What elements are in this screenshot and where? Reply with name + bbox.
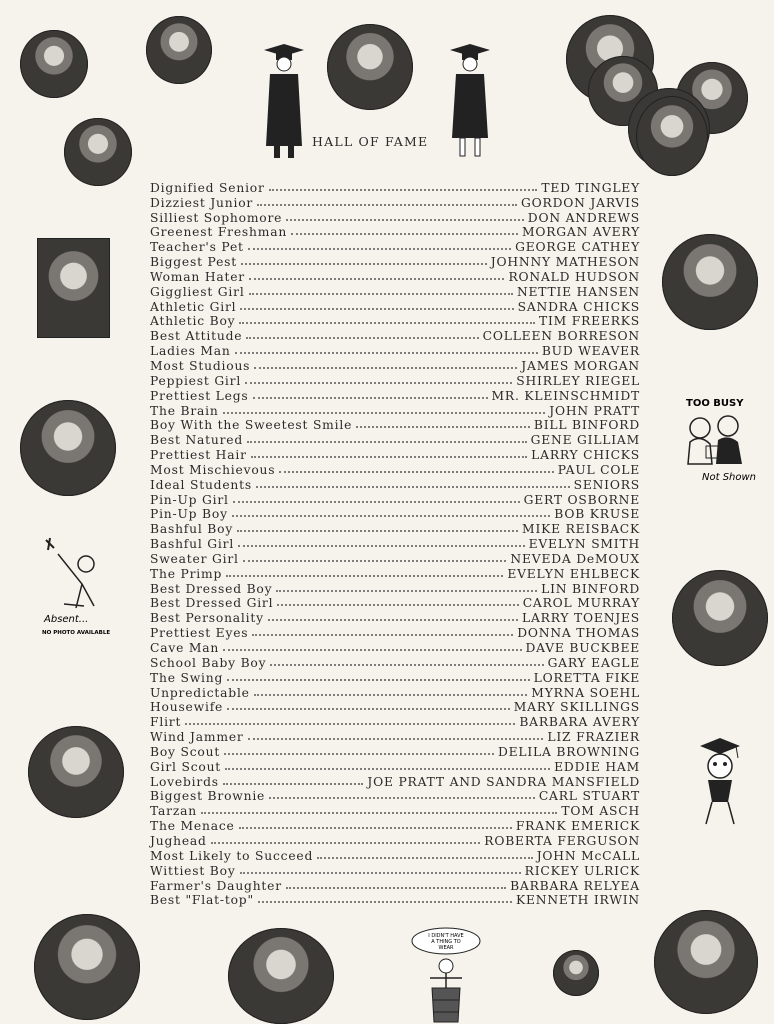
- leader-dots: [226, 575, 503, 577]
- award-row: [150, 803, 640, 818]
- award-winner: DONNA THOMAS: [517, 626, 640, 641]
- award-winner: RONALD HUDSON: [508, 269, 640, 284]
- award-row: [150, 492, 640, 507]
- award-winner: LARRY TOENJES: [522, 611, 640, 626]
- award-winner: KENNETH IRWIN: [516, 893, 640, 908]
- award-title: The Menace: [150, 819, 235, 834]
- award-title: Dignified Senior: [150, 180, 265, 195]
- award-winner: EDDIE HAM: [554, 759, 640, 774]
- leader-dots: [227, 708, 510, 710]
- award-winner: GARY EAGLE: [547, 655, 640, 670]
- leader-dots: [248, 248, 511, 250]
- leader-dots: [245, 382, 512, 384]
- photo-top-left-3: [64, 118, 132, 186]
- award-winner: MR. KLEINSCHMIDT: [491, 388, 640, 403]
- award-title: Prettiest Eyes: [150, 626, 249, 641]
- award-title: Teacher's Pet: [150, 240, 244, 255]
- award-title: Best "Flat-top": [150, 893, 254, 908]
- leader-dots: [258, 901, 512, 903]
- award-row: [150, 447, 640, 462]
- leader-dots: [239, 322, 535, 324]
- award-row: [150, 328, 640, 343]
- leader-dots: [211, 842, 481, 844]
- award-row: [150, 774, 640, 789]
- leader-dots: [277, 604, 518, 606]
- award-title: Wittiest Boy: [150, 863, 236, 878]
- award-winner: BARBARA AVERY: [519, 715, 640, 730]
- award-row: [150, 551, 640, 566]
- award-winner: NEVEDA DeMOUX: [510, 551, 640, 566]
- award-winner: GORDON JARVIS: [521, 195, 640, 210]
- award-row: [150, 195, 640, 210]
- leader-dots: [279, 471, 553, 473]
- award-winner: CAROL MURRAY: [522, 596, 640, 611]
- award-title: Peppiest Girl: [150, 373, 242, 388]
- award-row: [150, 343, 640, 358]
- photo-left-rect: [37, 238, 110, 338]
- award-row: [150, 373, 640, 388]
- award-title: Bashful Boy: [150, 522, 234, 537]
- award-winner: MYRNA SOEHL: [531, 685, 640, 700]
- award-winner: LARRY CHICKS: [531, 448, 640, 463]
- award-row: [150, 477, 640, 492]
- award-title: Farmer's Daughter: [150, 878, 282, 893]
- award-winner: SHIRLEY RIEGEL: [516, 373, 640, 388]
- award-title: Greenest Freshman: [150, 225, 288, 240]
- award-title: The Primp: [150, 566, 223, 581]
- award-title: Flirt: [150, 715, 182, 730]
- award-winner: MORGAN AVERY: [521, 225, 640, 240]
- award-row: [150, 254, 640, 269]
- leader-dots: [223, 412, 546, 414]
- award-title: Sweater Girl: [150, 551, 239, 566]
- award-row: [150, 462, 640, 477]
- leader-dots: [240, 872, 521, 874]
- page-title: HALL OF FAME: [312, 134, 429, 149]
- award-title: Most Studious: [150, 358, 251, 373]
- leader-dots: [223, 783, 364, 785]
- leader-dots: [356, 426, 530, 428]
- leader-dots: [252, 634, 513, 636]
- leader-dots: [237, 530, 518, 532]
- award-title: The Brain: [150, 403, 219, 418]
- leader-dots: [238, 545, 525, 547]
- leader-dots: [248, 738, 544, 740]
- award-winner: GERT OSBORNE: [523, 492, 640, 507]
- award-row: [150, 759, 640, 774]
- award-row: [150, 833, 640, 848]
- award-winner: RICKEY ULRICK: [524, 863, 640, 878]
- award-row: [150, 625, 640, 640]
- award-row: [150, 581, 640, 596]
- leader-dots: [286, 887, 506, 889]
- award-winner: DAVE BUCKBEE: [525, 641, 640, 655]
- leader-dots: [246, 337, 478, 339]
- award-winner: BILL BINFORD: [533, 418, 640, 433]
- award-title: Best Personality: [150, 611, 264, 626]
- award-winner: BARBARA RELYEA: [510, 878, 640, 893]
- award-winner: LIZ FRAZIER: [547, 730, 640, 745]
- award-row: [150, 225, 640, 240]
- award-row: [150, 670, 640, 685]
- award-title: Ideal Students: [150, 477, 252, 492]
- award-winner: ROBERTA FERGUSON: [484, 833, 640, 848]
- leader-dots: [224, 753, 494, 755]
- award-row: [150, 714, 640, 729]
- award-title: School Baby Boy: [150, 655, 267, 670]
- award-title: Lovebirds: [150, 774, 219, 789]
- award-winner: DELILA BROWNING: [497, 744, 640, 759]
- award-winner: TED TINGLEY: [541, 180, 640, 195]
- award-row: [150, 239, 640, 254]
- award-title: Pin-Up Boy: [150, 507, 228, 522]
- award-winner: JOHN PRATT: [549, 403, 640, 418]
- too-busy-label: TOO BUSY: [686, 398, 744, 409]
- award-row: [150, 744, 640, 759]
- leader-dots: [253, 397, 488, 399]
- award-winner: TIM FREERKS: [539, 314, 640, 329]
- leader-dots: [225, 768, 550, 770]
- photo-left-2: [20, 400, 116, 496]
- award-row: [150, 299, 640, 314]
- award-row: [150, 610, 640, 625]
- award-title: The Swing: [150, 670, 224, 685]
- leader-dots: [232, 515, 550, 517]
- award-row: [150, 685, 640, 700]
- award-row: [150, 507, 640, 522]
- award-title: Unpredictable: [150, 685, 250, 700]
- award-winner: DON ANDREWS: [527, 210, 640, 225]
- too-busy-cartoon-icon: [676, 394, 756, 484]
- award-winner: LIN BINFORD: [541, 581, 640, 596]
- award-row: [150, 388, 640, 403]
- award-title: Best Dressed Boy: [150, 581, 273, 596]
- award-row: [150, 700, 640, 715]
- award-row: [150, 284, 640, 299]
- award-row: [150, 848, 640, 863]
- award-title: Giggliest Girl: [150, 284, 245, 299]
- award-row: [150, 789, 640, 804]
- award-winner: FRANK EMERICK: [515, 819, 640, 834]
- no-photo-label: NO PHOTO AVAILABLE: [42, 630, 110, 636]
- award-row: [150, 403, 640, 418]
- photo-top-left-2: [146, 16, 212, 84]
- leader-dots: [227, 679, 529, 681]
- leader-dots: [201, 812, 557, 814]
- award-title: Silliest Sophomore: [150, 210, 283, 225]
- photo-right-1: [662, 234, 758, 330]
- award-winner: NETTIE HANSEN: [516, 284, 640, 299]
- leader-dots: [317, 857, 533, 859]
- award-row: [150, 418, 640, 433]
- award-row: [150, 729, 640, 744]
- awards-list: [150, 180, 640, 907]
- award-title: Woman Hater: [150, 269, 245, 284]
- no-wear-line-3: WEAR: [438, 945, 454, 951]
- leader-dots: [239, 827, 512, 829]
- graduate-girl-icon: [440, 42, 500, 162]
- leader-dots: [249, 278, 504, 280]
- leader-dots: [185, 723, 515, 725]
- photo-top-left-1: [20, 30, 88, 98]
- award-winner: MIKE REISBACK: [522, 522, 640, 537]
- leader-dots: [276, 590, 537, 592]
- award-row: [150, 210, 640, 225]
- award-title: Cave Man: [150, 641, 220, 655]
- award-title: Prettiest Legs: [150, 388, 249, 403]
- award-title: Best Attitude: [150, 329, 243, 344]
- award-winner: BUD WEAVER: [541, 344, 640, 359]
- award-title: Boy With the Sweetest Smile: [150, 418, 353, 433]
- award-title: Tarzan: [150, 804, 197, 819]
- award-title: Best Dressed Girl: [150, 596, 274, 611]
- award-row: [150, 818, 640, 833]
- award-winner: JAMES MORGAN: [521, 358, 640, 373]
- photo-bottom-4: [654, 910, 758, 1014]
- award-winner: LORETTA FIKE: [533, 670, 640, 685]
- photo-bottom-3: [553, 950, 599, 996]
- no-wear-cartoon-icon: [408, 926, 484, 1024]
- award-title: Most Likely to Succeed: [150, 848, 314, 863]
- graduate-boy-icon: [252, 42, 312, 162]
- leader-dots: [268, 619, 518, 621]
- leader-dots: [269, 797, 535, 799]
- award-winner: MARY SKILLINGS: [513, 700, 640, 715]
- leader-dots: [233, 501, 520, 503]
- absent-cartoon-icon: [38, 534, 110, 638]
- leader-dots: [286, 219, 524, 221]
- award-title: Prettiest Hair: [150, 448, 247, 463]
- award-row: [150, 432, 640, 447]
- award-winner: JOHNNY MATHESON: [490, 255, 640, 270]
- no-wear-line-1: I DIDN'T HAVE: [428, 933, 464, 939]
- award-title: Dizziest Junior: [150, 195, 254, 210]
- award-row: [150, 566, 640, 581]
- award-row: [150, 269, 640, 284]
- photo-left-3: [28, 726, 124, 818]
- award-row: [150, 180, 640, 195]
- award-winner: COLLEEN BORRESON: [482, 329, 640, 344]
- award-title: Ladies Man: [150, 344, 231, 359]
- leader-dots: [247, 441, 527, 443]
- award-title: Jughead: [150, 833, 207, 848]
- photo-right-2: [672, 570, 768, 666]
- leader-dots: [251, 456, 527, 458]
- leader-dots: [241, 263, 487, 265]
- leader-dots: [256, 486, 570, 488]
- no-wear-line-2: A THING TO: [431, 939, 461, 945]
- leader-dots: [257, 204, 517, 206]
- award-row: [150, 878, 640, 893]
- absent-label: Absent...: [44, 614, 89, 625]
- leader-dots: [269, 189, 538, 191]
- award-winner: GENE GILLIAM: [530, 433, 640, 448]
- award-title: Girl Scout: [150, 759, 222, 774]
- award-row: [150, 521, 640, 536]
- award-winner: JOHN McCALL: [536, 848, 640, 863]
- award-title: Bashful Girl: [150, 537, 235, 552]
- award-winner: EVELYN EHLBECK: [507, 566, 640, 581]
- leader-dots: [291, 233, 518, 235]
- award-winner: JOE PRATT AND SANDRA MANSFIELD: [367, 774, 640, 789]
- award-title: Housewife: [150, 700, 224, 715]
- award-winner: BOB KRUSE: [554, 507, 640, 522]
- award-winner: PAUL COLE: [557, 462, 640, 477]
- award-title: Biggest Brownie: [150, 789, 266, 804]
- award-winner: EVELYN SMITH: [528, 537, 640, 552]
- leader-dots: [249, 293, 513, 295]
- leader-dots: [254, 367, 517, 369]
- award-title: Best Natured: [150, 433, 244, 448]
- award-title: Most Mischievous: [150, 462, 276, 477]
- award-title: Wind Jammer: [150, 730, 244, 745]
- award-title: Boy Scout: [150, 744, 221, 759]
- photo-bottom-1: [34, 914, 140, 1020]
- award-title: Biggest Pest: [150, 255, 238, 270]
- leader-dots: [254, 694, 528, 696]
- photo-top-center: [327, 24, 413, 110]
- photo-top-right-5: [636, 96, 708, 176]
- award-row: [150, 358, 640, 373]
- award-winner: CARL STUART: [538, 789, 640, 804]
- graduate-cartoon-icon: [694, 732, 746, 828]
- leader-dots: [270, 664, 543, 666]
- award-row: [150, 893, 640, 908]
- award-row: [150, 314, 640, 329]
- award-winner: GEORGE CATHEY: [515, 240, 640, 255]
- award-row: [150, 596, 640, 611]
- award-row: [150, 640, 640, 655]
- award-winner: TOM ASCH: [561, 804, 640, 819]
- leader-dots: [223, 649, 521, 651]
- award-title: Athletic Girl: [150, 299, 237, 314]
- award-row: [150, 863, 640, 878]
- leader-dots: [235, 352, 538, 354]
- award-title: Pin-Up Girl: [150, 492, 229, 507]
- award-row: [150, 536, 640, 551]
- leader-dots: [240, 308, 513, 310]
- award-winner: SENIORS: [573, 477, 640, 492]
- leader-dots: [243, 560, 507, 562]
- award-row: [150, 655, 640, 670]
- not-shown-label: Not Shown: [702, 472, 756, 483]
- photo-bottom-2: [228, 928, 334, 1024]
- award-winner: SANDRA CHICKS: [517, 299, 640, 314]
- award-title: Athletic Boy: [150, 314, 236, 329]
